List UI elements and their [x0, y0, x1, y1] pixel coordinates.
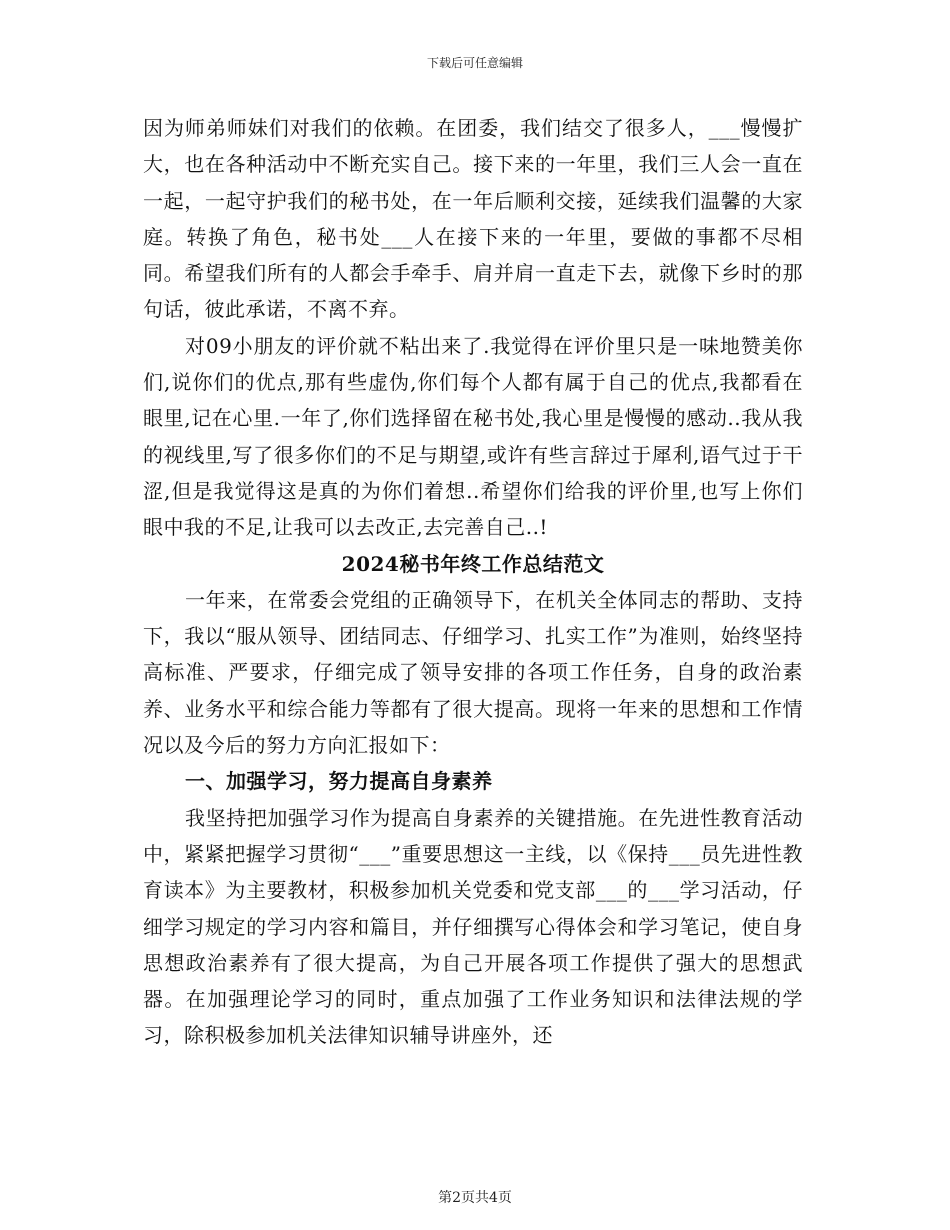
document-title: 2024秘书年终工作总结范文 — [341, 551, 605, 576]
section-heading-1: 一、加强学习，努力提高自身素养 — [185, 769, 493, 794]
document-body — [143, 110, 803, 1054]
page-footer: 第2页共4页 — [438, 1190, 512, 1206]
paragraph-1: 因为师弟师妹们对我们的依赖。在团委，我们结交了很多人，___慢慢扩大，也在各种活动中不断充实自己。接下来的一年里，我们三人会一直在一起，一起守护我们的秘书处，在一年后顺利交接，延续我们温馨的大家庭。转换了角色，秘书处___人在接下来的一年里，要做的事都不尽相同。希望我们所有的人都会手牵手、肩并肩一直走下去，就像下乡时的那句话，彼此承诺，不离不弃。 — [143, 116, 803, 322]
paragraph-4: 我坚持把加强学习作为提高自身素养的关键措施。在先进性教育活动中，紧紧把握学习贯彻“___”重要思想这一主线，以《保持___员先进性教育读本》为主要教材，积极参加机关党委和党支部___的___学习活动，仔细学习规定的学习内容和篇目，并仔细撰写心得体会和学习笔记，使自身思想政治素养有了很大提高，为自己开展各项工作提供了强大的思想武器。在加强理论学习的同时，重点加强了工作业务知识和法律法规的学习，除积极参加机关法律知识辅导讲座外，还 — [143, 805, 803, 1048]
paragraph-3: 一年来，在常委会党组的正确领导下，在机关全体同志的帮助、支持下，我以“服从领导、团结同志、仔细学习、扎实工作”为准则，始终坚持高标准、严要求，仔细完成了领导安排的各项工作任务，自身的政治素养、业务水平和综合能力等都有了很大提高。现将一年来的思想和工作情况以及今后的努力方向汇报如下： — [143, 587, 803, 758]
paragraph-2: 对09小朋友的评价就不粘出来了.我觉得在评价里只是一味地赞美你们,说你们的优点,那有些虚伪,你们每个人都有属于自己的优点,我都看在眼里,记在心里.一年了,你们选择留在秘书处,我心里是慢慢的感动..我从我的视线里,写了很多你们的不足与期望,或许有些言辞过于犀利,语气过于干涩,但是我觉得这是真的为你们着想..希望你们给我的评价里,也写上你们眼中我的不足,让我可以去改正,去完善自己..! — [143, 333, 803, 540]
page-header: 下载后可任意编辑 — [426, 56, 523, 70]
